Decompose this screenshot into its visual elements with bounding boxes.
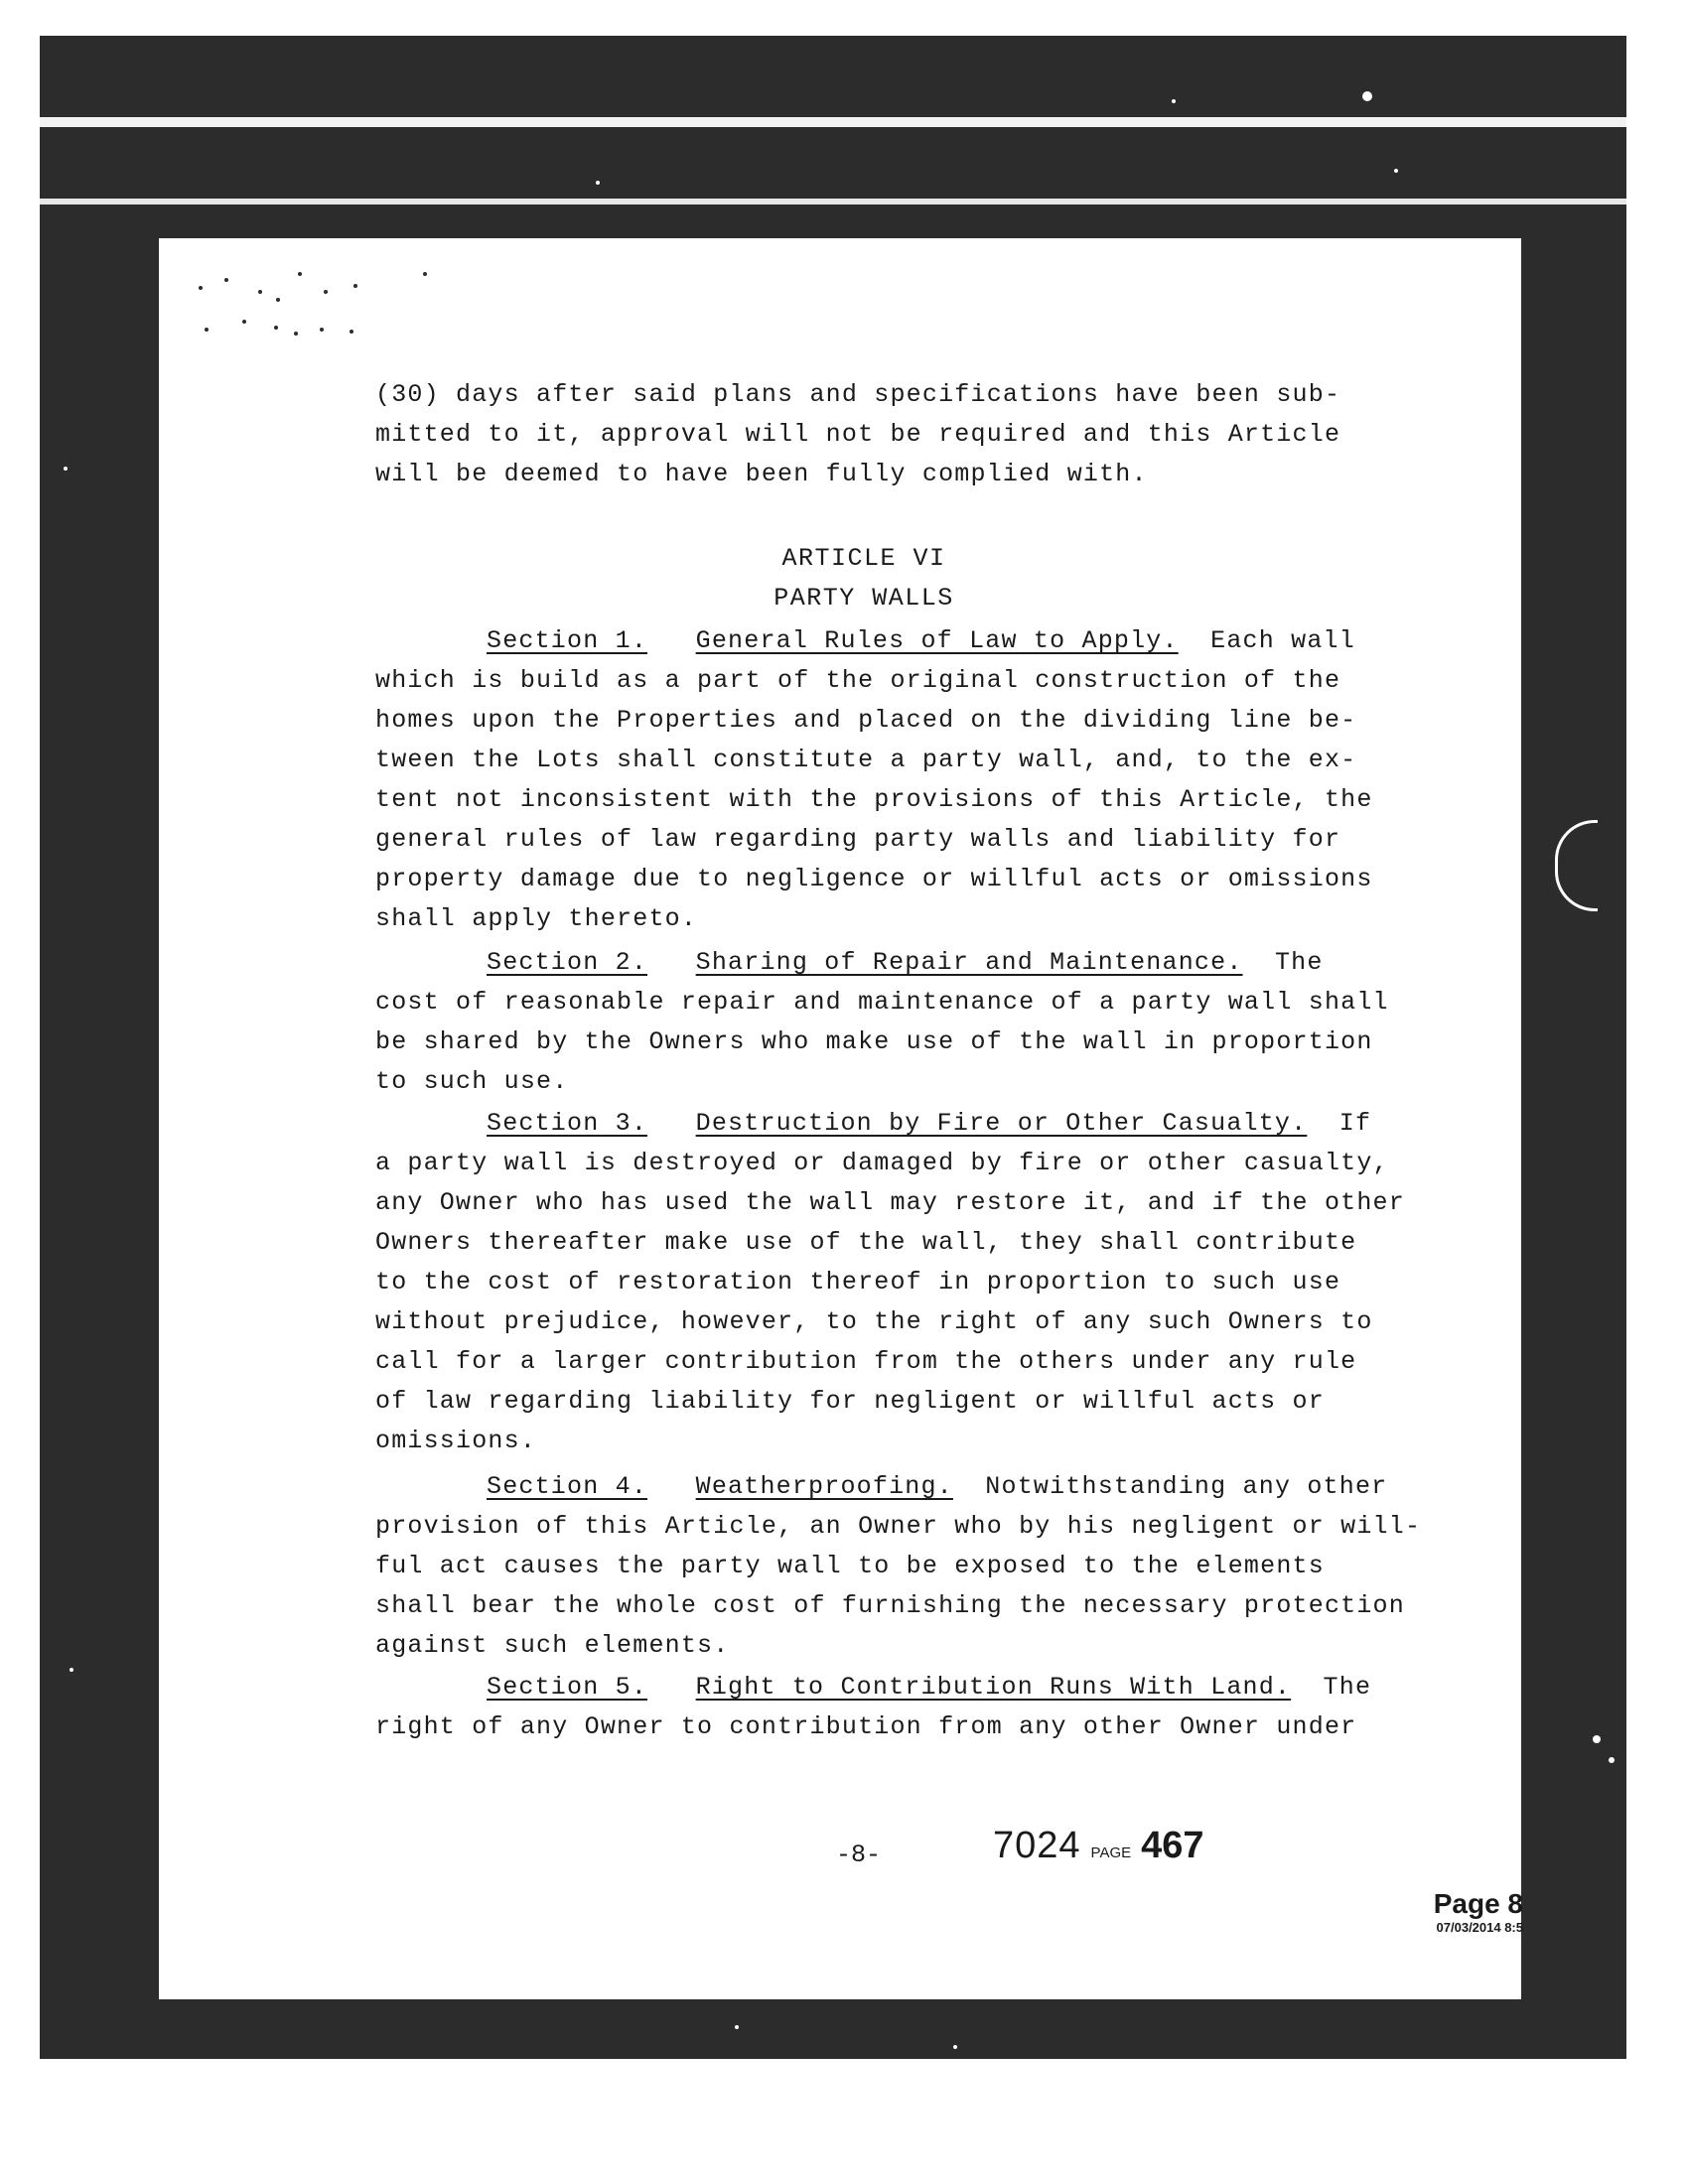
text-line: omissions. [375, 1427, 537, 1455]
scan-stripe [40, 199, 1626, 205]
section-1 [375, 621, 1448, 939]
text-line: provision of this Article, an Owner who by his negligent or will- [375, 1512, 1422, 1541]
text-line: which is build as a part of the original construction of the [375, 666, 1341, 695]
section-heading-line [375, 1104, 1448, 1144]
section-title: Sharing of Repair and Maintenance. [695, 948, 1243, 977]
opening-paragraph [375, 375, 1448, 494]
section-5 [375, 1668, 1448, 1747]
section-heading-line [375, 1668, 1448, 1707]
section-label: Section 3. [487, 1109, 648, 1138]
article-title: PARTY WALLS [774, 584, 954, 613]
section-heading-line [375, 621, 1448, 661]
text-line: Owners thereafter make use of the wall, they shall contribute [375, 1228, 1357, 1257]
scan-speck [953, 2045, 957, 2049]
scan-speck [1362, 91, 1372, 101]
text-line: against such elements. [375, 1631, 730, 1660]
text-line: shall bear the whole cost of furnishing the necessary protection [375, 1591, 1405, 1620]
scan-speck [298, 272, 302, 276]
page-marker: -8- [836, 1841, 882, 1869]
scan-edge [1626, 36, 1638, 214]
scan-speck [274, 326, 278, 330]
scan-speck [205, 328, 209, 332]
section-lead-text: Notwithstanding any other [985, 1472, 1388, 1501]
text-line: property damage due to negligence or willful acts or omissions [375, 865, 1373, 893]
scan-stripe [40, 117, 1626, 127]
text-line: of law regarding liability for negligent or willful acts or [375, 1387, 1325, 1416]
scan-speck [1172, 99, 1176, 103]
section-lead-text: The [1274, 948, 1324, 977]
text-line: to such use. [375, 1067, 569, 1096]
text-line: shall apply thereto. [375, 904, 698, 933]
scan-speck [350, 330, 353, 334]
section-title: Weatherproofing. [695, 1472, 953, 1501]
text-line: will be deemed to have been fully complied with. [375, 460, 1148, 488]
section-label: Section 1. [487, 626, 648, 655]
scan-speck [276, 298, 280, 302]
section-3 [375, 1104, 1448, 1461]
scan-speck [1394, 169, 1398, 173]
text-line: general rules of law regarding party walls and liability for [375, 825, 1341, 854]
scan-speck [199, 286, 203, 290]
text-line: right of any Owner to contribution from any other Owner under [375, 1712, 1357, 1741]
section-lead-text: The [1323, 1673, 1372, 1702]
section-heading-line [375, 943, 1448, 983]
scan-speck [353, 284, 357, 288]
scan-speck [1593, 1735, 1601, 1743]
text-line: mitted to it, approval will not be required and this Article [375, 420, 1341, 449]
section-lead-text: Each wall [1210, 626, 1355, 655]
scan-speck [735, 2025, 739, 2029]
scan-speck [294, 332, 298, 336]
section-label: Section 5. [487, 1673, 648, 1702]
stamp-date: 07/03/2014 8:5 [1436, 1920, 1523, 1935]
section-lead-text: If [1338, 1109, 1372, 1138]
text-line: call for a larger contribution from the others under any rule [375, 1347, 1357, 1376]
recording-book-reference [993, 1825, 1204, 1867]
section-title: General Rules of Law to Apply. [695, 626, 1179, 655]
scan-speck [258, 290, 262, 294]
scan-speck [324, 290, 328, 294]
scan-speck [242, 320, 246, 324]
section-label: Section 2. [487, 948, 648, 977]
scan-speck [320, 328, 324, 332]
text-line: tween the Lots shall constitute a party wall, and, to the ex- [375, 746, 1357, 774]
scan-speck [70, 1668, 73, 1672]
book-number: 7024 [993, 1825, 1081, 1866]
scan-speck [596, 181, 600, 185]
text-line: cost of reasonable repair and maintenance of a party wall shall [375, 988, 1389, 1017]
scan-speck [1609, 1757, 1615, 1763]
stamp-page: Page 8 [1433, 1888, 1523, 1919]
page-label: PAGE [1090, 1844, 1132, 1861]
section-label: Section 4. [487, 1472, 648, 1501]
text-line: a party wall is destroyed or damaged by fire or other casualty, [375, 1149, 1389, 1177]
page-number: 467 [1141, 1825, 1204, 1866]
scan-speck [224, 278, 228, 282]
text-line: to the cost of restoration thereof in proportion to such use [375, 1268, 1341, 1297]
text-line: any Owner who has used the wall may restore it, and if the other [375, 1188, 1405, 1217]
section-2 [375, 943, 1448, 1102]
scan-speck [64, 467, 68, 471]
page-stamp [1414, 1888, 1523, 1935]
scan-speck [423, 272, 427, 276]
section-4 [375, 1467, 1448, 1666]
text-line: homes upon the Properties and placed on the dividing line be- [375, 706, 1357, 735]
article-number: ARTICLE VI [781, 544, 946, 573]
section-title: Right to Contribution Runs With Land. [695, 1673, 1292, 1702]
text-line: without prejudice, however, to the right of any such Owners to [375, 1307, 1373, 1336]
text-line: ful act causes the party wall to be exposed to the elements [375, 1552, 1325, 1580]
text-line: be shared by the Owners who make use of the wall in proportion [375, 1027, 1373, 1056]
section-title: Destruction by Fire or Other Casualty. [695, 1109, 1308, 1138]
text-line: tent not inconsistent with the provisions of this Article, the [375, 785, 1373, 814]
section-heading-line [375, 1467, 1448, 1507]
text-line: (30) days after said plans and specifications have been sub- [375, 380, 1341, 409]
